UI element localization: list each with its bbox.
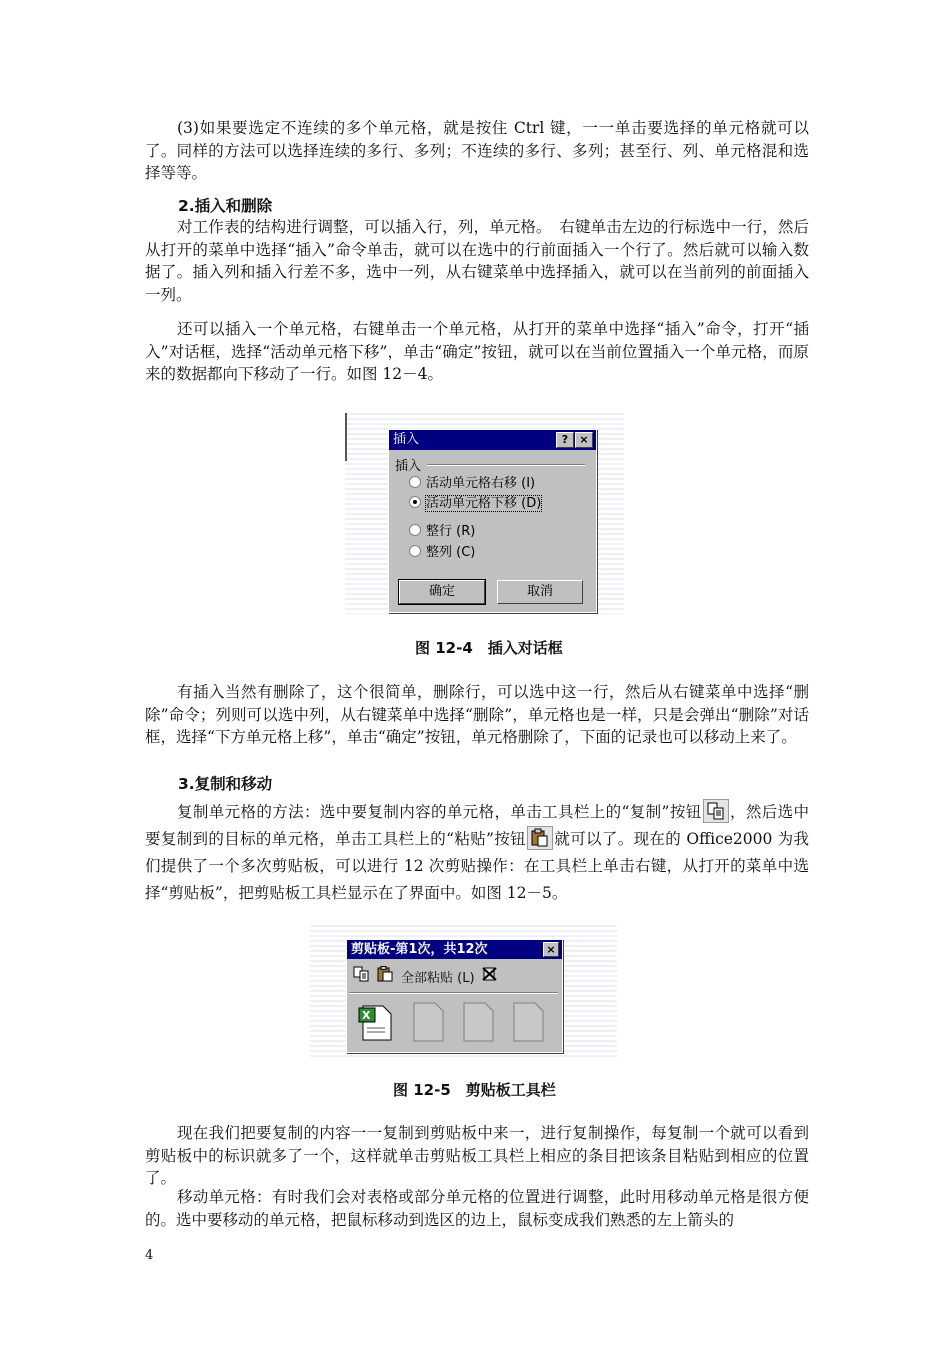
- figure-caption-12-4: 图 12-4 插入对话框: [415, 639, 563, 657]
- clipboard-empty-slot: [413, 1002, 444, 1042]
- copy-text-part3: 就可以了。现在的 Office2000 为我们提供了一个多次剪贴板，可以进行 12 次剪贴操作：在工具栏上单击右键，从打开的菜单中选择“剪贴板”，把剪贴板工具栏显示在了界面中。如图 12－5。: [145, 830, 809, 902]
- paragraph-insert-cell: 还可以插入一个单元格，右键单击一个单元格，从打开的菜单中选择“插入”命令，打开“插入”对话框，选择“活动单元格下移”，单击“确定”按钮，就可以在当前位置插入一个单元格，而原来的数据都向下移动了一行。如图 12－4。: [145, 320, 809, 383]
- figure-insert-dialog: [345, 413, 624, 614]
- clipboard-toolbar: [346, 939, 563, 1053]
- copy-icon[interactable]: [353, 966, 371, 986]
- radio-icon[interactable]: [409, 476, 421, 488]
- clipboard-item-excel-icon[interactable]: [357, 1002, 388, 1042]
- paste-icon: [527, 826, 553, 850]
- option-shift-down[interactable]: [409, 495, 541, 513]
- figure-edge-line: [345, 413, 347, 461]
- section-heading-copy-move: 3.复制和移动: [178, 775, 273, 793]
- cancel-button[interactable]: 取消: [497, 580, 583, 604]
- dialog-title: 插入: [393, 432, 420, 447]
- paragraph-insert-rows: 对工作表的结构进行调整，可以插入行，列，单元格。 右键单击左边的行标选中一行，然后从打开的菜单中选择“插入”命令单击，就可以在选中的行前面插入一个行了。然后就可以输入数据了。插入列和插入行差不多，选中一列，从右键菜单中选择插入，就可以在当前列的前面插入一列。: [145, 218, 809, 304]
- clipboard-empty-slot: [513, 1002, 544, 1042]
- radio-selected-icon[interactable]: [409, 496, 421, 508]
- radio-icon[interactable]: [409, 524, 421, 536]
- copy-text-part1: 复制单元格的方法：选中要复制内容的单元格，单击工具栏上的“复制”按钮: [177, 803, 702, 821]
- clipboard-empty-slot: [463, 1002, 494, 1042]
- clipboard-separator: [349, 992, 558, 994]
- svg-text:X: X: [362, 1009, 371, 1022]
- clipboard-tools: [353, 965, 499, 987]
- figure-clipboard-toolbar: [310, 925, 617, 1058]
- ok-button[interactable]: 确定: [399, 580, 485, 604]
- paragraph-delete: 有插入当然有删除了，这个很简单，删除行，可以选中这一行，然后从右键菜单中选择“删除”命令；列则可以选中列，从右键菜单中选择“删除”，单元格也是一样，只是会弹出“删除”对话框，选择“下方单元格上移”，单击“确定”按钮，单元格删除了，下面的记录也可以移动上来了。: [145, 683, 809, 746]
- clipboard-title: 剪贴板-第1次，共12次: [351, 942, 488, 957]
- clear-clipboard-icon[interactable]: [481, 966, 499, 986]
- paragraph-copy: [145, 799, 809, 907]
- section-heading-insert-delete: 2.插入和删除: [178, 197, 273, 215]
- copy-icon: [703, 799, 729, 823]
- paste-all-icon[interactable]: [377, 966, 395, 986]
- figure-caption-12-5: 图 12-5 剪贴板工具栏: [393, 1081, 556, 1099]
- clipboard-title-bar: [347, 940, 562, 959]
- insert-dialog: [388, 429, 597, 613]
- help-button[interactable]: ?: [556, 432, 574, 448]
- radio-icon[interactable]: [409, 545, 421, 557]
- option-shift-right[interactable]: [409, 475, 535, 493]
- option-label: 整行 (R): [426, 524, 476, 539]
- paste-all-button[interactable]: 全部粘贴 (L): [401, 970, 475, 986]
- option-label: 活动单元格下移 (D): [426, 496, 542, 511]
- paragraph-select-noncontiguous: (3)如果要选定不连续的多个单元格，就是按住 Ctrl 键，一一单击要选择的单元格就可以了。同样的方法可以选择连续的多行、多列；不连续的多行、多列；甚至行、列、单元格混和选择等等。: [145, 119, 809, 182]
- clipboard-close-button[interactable]: ×: [543, 942, 559, 957]
- copy-text-part2: ，然后选中要复制到的目标的单元格，单击工具栏上的“粘贴”按钮: [145, 803, 809, 848]
- group-label: 插入: [395, 459, 422, 474]
- option-label: 活动单元格右移 (I): [426, 476, 536, 491]
- page-number: 4: [145, 1248, 154, 1263]
- paragraph-move-cells: 移动单元格：有时我们会对表格或部分单元格的位置进行调整，此时用移动单元格是很方便的。选中要移动的单元格，把鼠标移动到选区的边上，鼠标变成我们熟悉的左上箭头的: [145, 1188, 809, 1229]
- option-entire-column[interactable]: [409, 544, 475, 562]
- paragraph-clipboard-usage: 现在我们把要复制的内容一一复制到剪贴板中来一，进行复制操作，每复制一个就可以看到剪贴板中的标识就多了一个，这样就单击剪贴板工具栏上相应的条目把该条目粘贴到相应的位置了。: [145, 1124, 809, 1187]
- close-button[interactable]: ×: [575, 432, 593, 448]
- option-label: 整列 (C): [426, 545, 476, 560]
- dialog-title-bar: [389, 430, 596, 450]
- group-divider: [427, 464, 585, 466]
- option-entire-row[interactable]: [409, 523, 475, 541]
